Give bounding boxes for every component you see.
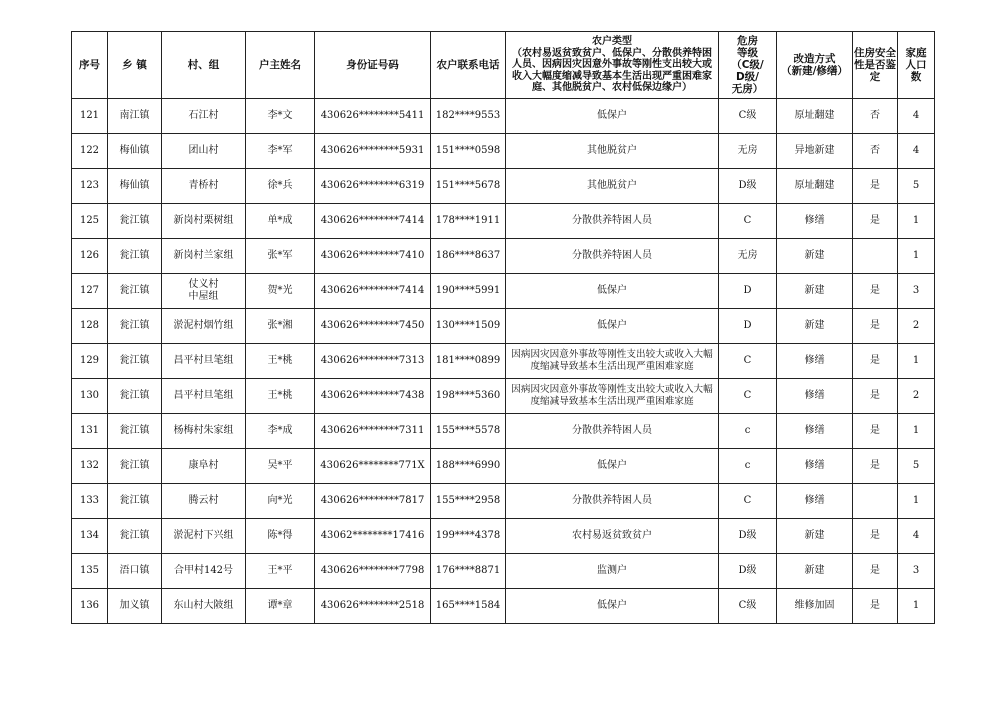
cell-type: 低保户 bbox=[506, 449, 719, 484]
cell-id: 430626********7817 bbox=[315, 484, 431, 519]
cell-seq: 122 bbox=[72, 134, 108, 169]
cell-name: 吴*平 bbox=[246, 449, 315, 484]
cell-level: C bbox=[719, 344, 777, 379]
cell-town: 瓮江镇 bbox=[108, 274, 162, 309]
cell-safe: 是 bbox=[853, 414, 898, 449]
cell-seq: 136 bbox=[72, 589, 108, 624]
cell-method: 异地新建 bbox=[777, 134, 853, 169]
cell-safe: 否 bbox=[853, 134, 898, 169]
cell-seq: 126 bbox=[72, 239, 108, 274]
cell-seq: 121 bbox=[72, 99, 108, 134]
table-row bbox=[72, 169, 935, 204]
table-row bbox=[72, 309, 935, 344]
header-row bbox=[72, 32, 935, 99]
cell-level: C bbox=[719, 204, 777, 239]
cell-type: 因病因灾因意外事故等刚性支出较大或收入大幅度缩减导致基本生活出现严重困难家庭 bbox=[506, 344, 719, 379]
cell-level: 无房 bbox=[719, 239, 777, 274]
cell-type: 低保户 bbox=[506, 309, 719, 344]
cell-name: 李*文 bbox=[246, 99, 315, 134]
cell-people: 1 bbox=[898, 414, 935, 449]
cell-safe: 是 bbox=[853, 589, 898, 624]
cell-method: 修缮 bbox=[777, 449, 853, 484]
cell-level: D bbox=[719, 274, 777, 309]
cell-town: 瓮江镇 bbox=[108, 379, 162, 414]
cell-people: 4 bbox=[898, 134, 935, 169]
cell-village: 腾云村 bbox=[162, 484, 246, 519]
cell-village: 杨梅村朱家组 bbox=[162, 414, 246, 449]
cell-method: 维修加固 bbox=[777, 589, 853, 624]
cell-id: 430626********2518 bbox=[315, 589, 431, 624]
header-name: 户主姓名 bbox=[246, 32, 315, 99]
cell-phone: 190****5991 bbox=[431, 274, 506, 309]
cell-type: 因病因灾因意外事故等刚性支出较大或收入大幅度缩减导致基本生活出现严重困难家庭 bbox=[506, 379, 719, 414]
cell-method: 原址翻建 bbox=[777, 169, 853, 204]
header-type: 农户类型 （农村易返贫致贫户、低保户、分散供养特困人员、因病因灾因意外事故等刚性支出较大或收入大幅度缩减导致基本生活出现严重困难家庭、其他脱贫户、农村低保边缘户） bbox=[506, 32, 719, 99]
cell-seq: 135 bbox=[72, 554, 108, 589]
header-village: 村、组 bbox=[162, 32, 246, 99]
cell-town: 加义镇 bbox=[108, 589, 162, 624]
cell-id: 430626********7313 bbox=[315, 344, 431, 379]
cell-safe: 是 bbox=[853, 554, 898, 589]
cell-people: 1 bbox=[898, 589, 935, 624]
cell-phone: 188****6990 bbox=[431, 449, 506, 484]
cell-safe: 是 bbox=[853, 309, 898, 344]
cell-name: 张*军 bbox=[246, 239, 315, 274]
cell-people: 3 bbox=[898, 274, 935, 309]
cell-phone: 165****1584 bbox=[431, 589, 506, 624]
header-method: 改造方式 （新建/修缮） bbox=[777, 32, 853, 99]
cell-village: 合甲村142号 bbox=[162, 554, 246, 589]
cell-people: 1 bbox=[898, 484, 935, 519]
cell-id: 430626********7798 bbox=[315, 554, 431, 589]
cell-method: 新建 bbox=[777, 554, 853, 589]
cell-people: 5 bbox=[898, 169, 935, 204]
header-seq: 序号 bbox=[72, 32, 108, 99]
cell-id: 430626********6319 bbox=[315, 169, 431, 204]
cell-village: 淤泥村下兴组 bbox=[162, 519, 246, 554]
cell-people: 5 bbox=[898, 449, 935, 484]
cell-level: c bbox=[719, 414, 777, 449]
cell-seq: 127 bbox=[72, 274, 108, 309]
cell-town: 瓮江镇 bbox=[108, 414, 162, 449]
header-town: 乡 镇 bbox=[108, 32, 162, 99]
cell-type: 分散供养特困人员 bbox=[506, 414, 719, 449]
header-people: 家庭 人口 数 bbox=[898, 32, 935, 99]
cell-type: 分散供养特困人员 bbox=[506, 239, 719, 274]
table-body bbox=[72, 99, 935, 624]
cell-safe: 是 bbox=[853, 169, 898, 204]
cell-name: 王*桃 bbox=[246, 379, 315, 414]
cell-type: 其他脱贫户 bbox=[506, 169, 719, 204]
cell-method: 新建 bbox=[777, 519, 853, 554]
cell-phone: 151****0598 bbox=[431, 134, 506, 169]
cell-safe: 否 bbox=[853, 99, 898, 134]
cell-town: 南江镇 bbox=[108, 99, 162, 134]
cell-people: 3 bbox=[898, 554, 935, 589]
cell-village: 昌平村旦笔组 bbox=[162, 379, 246, 414]
cell-name: 贺*光 bbox=[246, 274, 315, 309]
cell-seq: 125 bbox=[72, 204, 108, 239]
cell-people: 1 bbox=[898, 204, 935, 239]
cell-name: 谭*章 bbox=[246, 589, 315, 624]
cell-safe: 是 bbox=[853, 379, 898, 414]
cell-name: 李*成 bbox=[246, 414, 315, 449]
cell-type: 监测户 bbox=[506, 554, 719, 589]
cell-phone: 181****0899 bbox=[431, 344, 506, 379]
cell-method: 修缮 bbox=[777, 344, 853, 379]
cell-type: 低保户 bbox=[506, 274, 719, 309]
cell-id: 430626********7311 bbox=[315, 414, 431, 449]
cell-type: 农村易返贫致贫户 bbox=[506, 519, 719, 554]
cell-village: 仗义村 中屋组 bbox=[162, 274, 246, 309]
cell-level: D bbox=[719, 309, 777, 344]
cell-name: 陈*得 bbox=[246, 519, 315, 554]
table-row bbox=[72, 134, 935, 169]
cell-id: 43062********17416 bbox=[315, 519, 431, 554]
cell-village: 康阜村 bbox=[162, 449, 246, 484]
cell-type: 低保户 bbox=[506, 589, 719, 624]
cell-method: 修缮 bbox=[777, 414, 853, 449]
cell-phone: 151****5678 bbox=[431, 169, 506, 204]
cell-id: 430626********7438 bbox=[315, 379, 431, 414]
cell-name: 向*光 bbox=[246, 484, 315, 519]
cell-village: 东山村大陂组 bbox=[162, 589, 246, 624]
cell-name: 李*军 bbox=[246, 134, 315, 169]
cell-phone: 155****2958 bbox=[431, 484, 506, 519]
cell-town: 瓮江镇 bbox=[108, 519, 162, 554]
cell-town: 梅仙镇 bbox=[108, 169, 162, 204]
cell-method: 原址翻建 bbox=[777, 99, 853, 134]
table-row bbox=[72, 414, 935, 449]
cell-level: D级 bbox=[719, 554, 777, 589]
cell-level: C bbox=[719, 379, 777, 414]
cell-name: 徐*兵 bbox=[246, 169, 315, 204]
cell-village: 石江村 bbox=[162, 99, 246, 134]
cell-type: 分散供养特困人员 bbox=[506, 484, 719, 519]
cell-level: 无房 bbox=[719, 134, 777, 169]
cell-id: 430626********7450 bbox=[315, 309, 431, 344]
cell-safe: 是 bbox=[853, 204, 898, 239]
cell-phone: 198****5360 bbox=[431, 379, 506, 414]
cell-town: 瓮江镇 bbox=[108, 344, 162, 379]
header-phone: 农户联系电话 bbox=[431, 32, 506, 99]
cell-people: 2 bbox=[898, 379, 935, 414]
cell-people: 2 bbox=[898, 309, 935, 344]
cell-id: 430626********771X bbox=[315, 449, 431, 484]
header-id: 身份证号码 bbox=[315, 32, 431, 99]
cell-village: 昌平村旦笔组 bbox=[162, 344, 246, 379]
cell-level: c bbox=[719, 449, 777, 484]
cell-safe: 是 bbox=[853, 519, 898, 554]
cell-village: 新岗村兰家组 bbox=[162, 239, 246, 274]
cell-safe: 是 bbox=[853, 344, 898, 379]
cell-id: 430626********7410 bbox=[315, 239, 431, 274]
cell-level: D级 bbox=[719, 519, 777, 554]
cell-people: 1 bbox=[898, 344, 935, 379]
cell-seq: 123 bbox=[72, 169, 108, 204]
cell-seq: 133 bbox=[72, 484, 108, 519]
cell-level: C bbox=[719, 484, 777, 519]
cell-village: 淤泥村烟竹组 bbox=[162, 309, 246, 344]
cell-safe: 是 bbox=[853, 274, 898, 309]
cell-town: 瓮江镇 bbox=[108, 204, 162, 239]
cell-type: 其他脱贫户 bbox=[506, 134, 719, 169]
header-safe: 住房安全 性是否鉴 定 bbox=[853, 32, 898, 99]
cell-phone: 130****1509 bbox=[431, 309, 506, 344]
cell-method: 修缮 bbox=[777, 204, 853, 239]
cell-id: 430626********5411 bbox=[315, 99, 431, 134]
cell-people: 1 bbox=[898, 239, 935, 274]
cell-seq: 132 bbox=[72, 449, 108, 484]
table-row bbox=[72, 449, 935, 484]
housing-renovation-table bbox=[71, 31, 935, 624]
cell-people: 4 bbox=[898, 519, 935, 554]
table-row bbox=[72, 239, 935, 274]
table-row bbox=[72, 379, 935, 414]
cell-seq: 130 bbox=[72, 379, 108, 414]
cell-level: D级 bbox=[719, 169, 777, 204]
table-row bbox=[72, 554, 935, 589]
table-row bbox=[72, 204, 935, 239]
cell-village: 团山村 bbox=[162, 134, 246, 169]
cell-level: C级 bbox=[719, 589, 777, 624]
cell-phone: 176****8871 bbox=[431, 554, 506, 589]
cell-town: 瓮江镇 bbox=[108, 484, 162, 519]
cell-method: 新建 bbox=[777, 239, 853, 274]
cell-phone: 199****4378 bbox=[431, 519, 506, 554]
cell-seq: 134 bbox=[72, 519, 108, 554]
cell-name: 王*桃 bbox=[246, 344, 315, 379]
header-level: 危房 等级 （C级/ D级/ 无房） bbox=[719, 32, 777, 99]
cell-village: 新岗村栗树组 bbox=[162, 204, 246, 239]
cell-phone: 155****5578 bbox=[431, 414, 506, 449]
cell-name: 王*平 bbox=[246, 554, 315, 589]
table-row bbox=[72, 589, 935, 624]
cell-id: 430626********5931 bbox=[315, 134, 431, 169]
table-row bbox=[72, 344, 935, 379]
cell-method: 修缮 bbox=[777, 379, 853, 414]
cell-town: 浯口镇 bbox=[108, 554, 162, 589]
table-row bbox=[72, 519, 935, 554]
cell-seq: 128 bbox=[72, 309, 108, 344]
cell-method: 修缮 bbox=[777, 484, 853, 519]
cell-town: 梅仙镇 bbox=[108, 134, 162, 169]
table-row bbox=[72, 99, 935, 134]
cell-safe: 是 bbox=[853, 449, 898, 484]
cell-phone: 182****9553 bbox=[431, 99, 506, 134]
cell-phone: 186****8637 bbox=[431, 239, 506, 274]
cell-village: 青桥村 bbox=[162, 169, 246, 204]
cell-method: 新建 bbox=[777, 274, 853, 309]
cell-seq: 129 bbox=[72, 344, 108, 379]
table-row bbox=[72, 274, 935, 309]
table-row bbox=[72, 484, 935, 519]
cell-people: 4 bbox=[898, 99, 935, 134]
cell-level: C级 bbox=[719, 99, 777, 134]
cell-type: 分散供养特困人员 bbox=[506, 204, 719, 239]
cell-seq: 131 bbox=[72, 414, 108, 449]
cell-town: 瓮江镇 bbox=[108, 449, 162, 484]
cell-id: 430626********7414 bbox=[315, 204, 431, 239]
cell-id: 430626********7414 bbox=[315, 274, 431, 309]
cell-safe bbox=[853, 484, 898, 519]
cell-method: 新建 bbox=[777, 309, 853, 344]
cell-safe bbox=[853, 239, 898, 274]
cell-name: 单*成 bbox=[246, 204, 315, 239]
cell-town: 瓮江镇 bbox=[108, 239, 162, 274]
cell-type: 低保户 bbox=[506, 99, 719, 134]
cell-town: 瓮江镇 bbox=[108, 309, 162, 344]
cell-name: 张*湘 bbox=[246, 309, 315, 344]
cell-phone: 178****1911 bbox=[431, 204, 506, 239]
